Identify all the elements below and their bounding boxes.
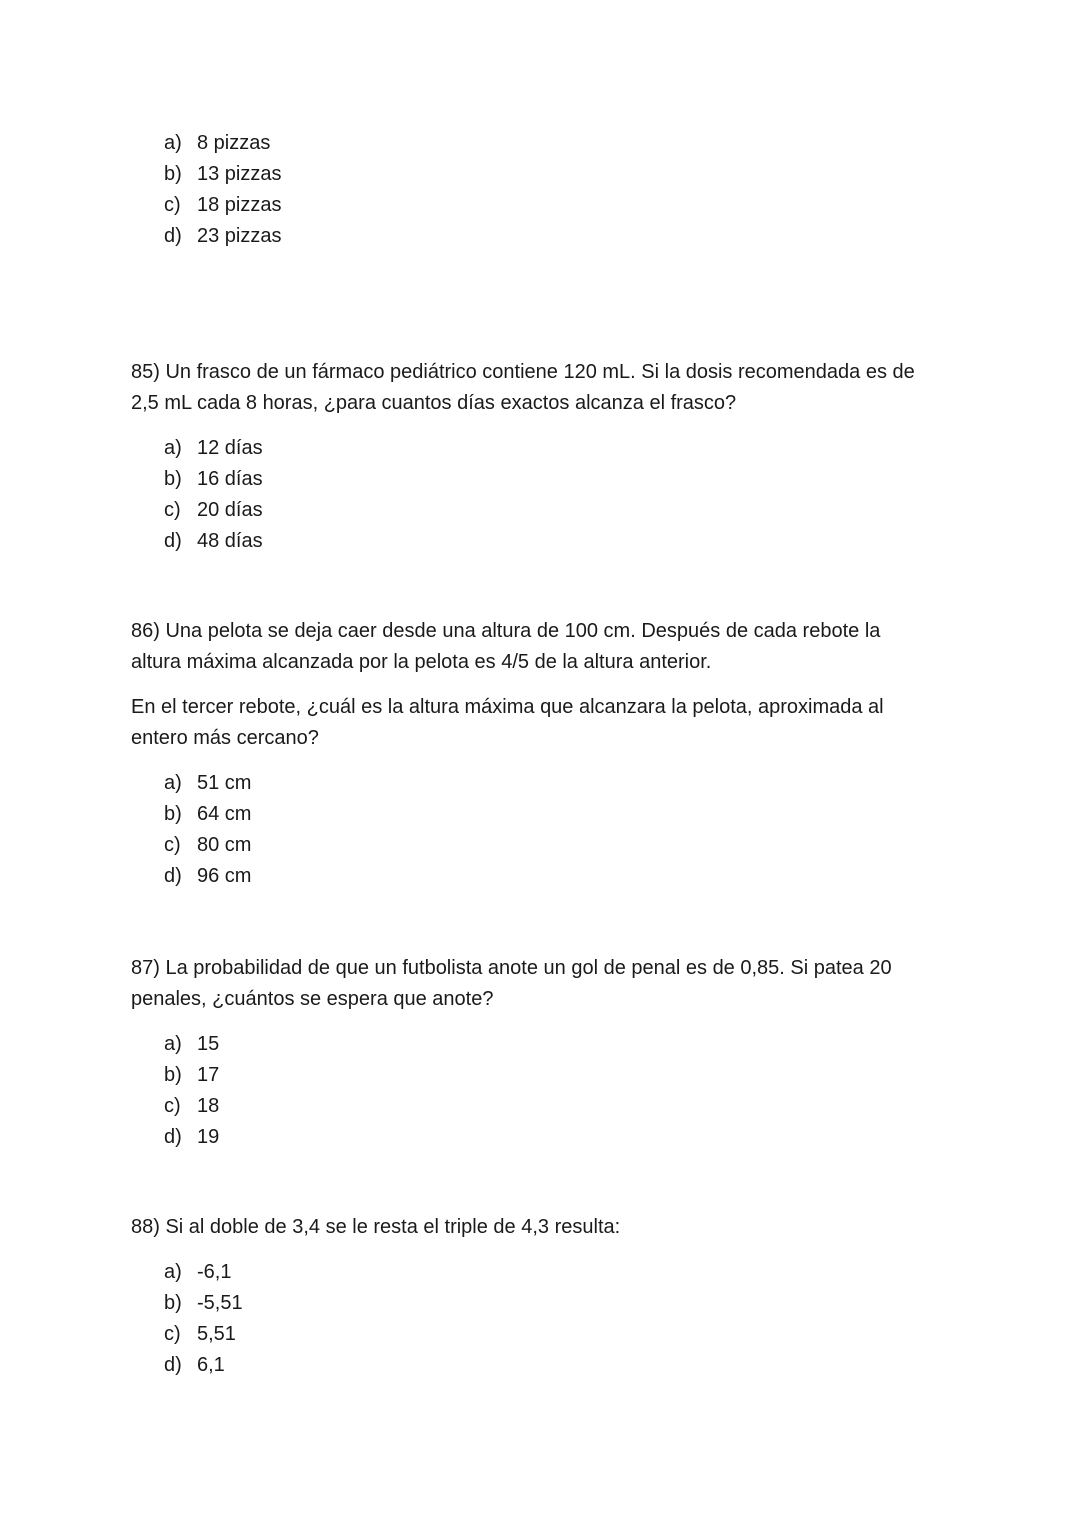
question-88 [131, 1212, 931, 1381]
question-84-options-block [131, 128, 931, 252]
question-85 [131, 357, 931, 557]
question-87-text: 87) La probabilidad de que un futbolista anote un gol de penal es de 0,85. Si patea 20 penales, ¿cuántos se espera que anote? [131, 957, 892, 1010]
option-text: 13 pizzas [197, 163, 282, 185]
option-c[interactable] [164, 1091, 931, 1122]
option-letter: a) [164, 132, 182, 154]
option-text: -5,51 [197, 1292, 243, 1314]
question-86-text: 86) Una pelota se deja caer desde una altura de 100 cm. Después de cada rebote la altura máxima alcanzada por la pelota es 4/5 de la altura anterior. [131, 620, 881, 673]
option-text: -6,1 [197, 1261, 232, 1283]
option-text: 6,1 [197, 1354, 225, 1376]
option-d[interactable] [164, 526, 931, 557]
option-letter: d) [164, 530, 182, 552]
option-letter: c) [164, 834, 181, 856]
option-text: 64 cm [197, 803, 252, 825]
option-list [131, 128, 931, 252]
question-87 [131, 953, 931, 1153]
option-letter: b) [164, 803, 182, 825]
option-letter: c) [164, 194, 181, 216]
question-86-subtext: En el tercer rebote, ¿cuál es la altura máxima que alcanzara la pelota, aproximada al entero más cercano? [131, 696, 884, 749]
option-letter: d) [164, 225, 182, 247]
option-a[interactable] [164, 433, 931, 464]
option-list [131, 1257, 931, 1381]
option-letter: a) [164, 772, 182, 794]
option-letter: b) [164, 1292, 182, 1314]
option-d[interactable] [164, 1122, 931, 1153]
option-letter: a) [164, 1261, 182, 1283]
option-c[interactable] [164, 830, 931, 861]
option-b[interactable] [164, 159, 931, 190]
option-list [131, 433, 931, 557]
option-letter: a) [164, 1033, 182, 1055]
option-list [131, 768, 931, 892]
option-text: 48 días [197, 530, 263, 552]
option-text: 16 días [197, 468, 263, 490]
question-85-text: 85) Un frasco de un fármaco pediátrico contiene 120 mL. Si la dosis recomendada es de 2,5 mL cada 8 horas, ¿para cuantos días exactos alcanza el frasco? [131, 361, 915, 414]
option-text: 51 cm [197, 772, 252, 794]
option-a[interactable] [164, 128, 931, 159]
option-letter: c) [164, 1323, 181, 1345]
option-letter: a) [164, 437, 182, 459]
option-letter: c) [164, 499, 181, 521]
option-b[interactable] [164, 464, 931, 495]
option-letter: d) [164, 1354, 182, 1376]
option-text: 12 días [197, 437, 263, 459]
option-letter: b) [164, 1064, 182, 1086]
option-letter: d) [164, 1126, 182, 1148]
option-d[interactable] [164, 1350, 931, 1381]
option-text: 96 cm [197, 865, 252, 887]
option-text: 80 cm [197, 834, 252, 856]
option-b[interactable] [164, 1060, 931, 1091]
option-text: 15 [197, 1033, 220, 1055]
option-text: 23 pizzas [197, 225, 282, 247]
question-86 [131, 616, 931, 892]
option-a[interactable] [164, 1257, 931, 1288]
option-b[interactable] [164, 799, 931, 830]
option-c[interactable] [164, 495, 931, 526]
option-text: 8 pizzas [197, 132, 271, 154]
option-list [131, 1029, 931, 1153]
option-a[interactable] [164, 768, 931, 799]
option-letter: b) [164, 163, 182, 185]
option-b[interactable] [164, 1288, 931, 1319]
option-text: 20 días [197, 499, 263, 521]
option-c[interactable] [164, 1319, 931, 1350]
option-d[interactable] [164, 861, 931, 892]
option-text: 18 pizzas [197, 194, 282, 216]
question-88-text: 88) Si al doble de 3,4 se le resta el triple de 4,3 resulta: [131, 1216, 621, 1238]
option-c[interactable] [164, 190, 931, 221]
option-text: 19 [197, 1126, 220, 1148]
option-d[interactable] [164, 221, 931, 252]
option-a[interactable] [164, 1029, 931, 1060]
option-letter: b) [164, 468, 182, 490]
option-letter: c) [164, 1095, 181, 1117]
option-text: 5,51 [197, 1323, 236, 1345]
option-text: 17 [197, 1064, 220, 1086]
option-text: 18 [197, 1095, 220, 1117]
option-letter: d) [164, 865, 182, 887]
